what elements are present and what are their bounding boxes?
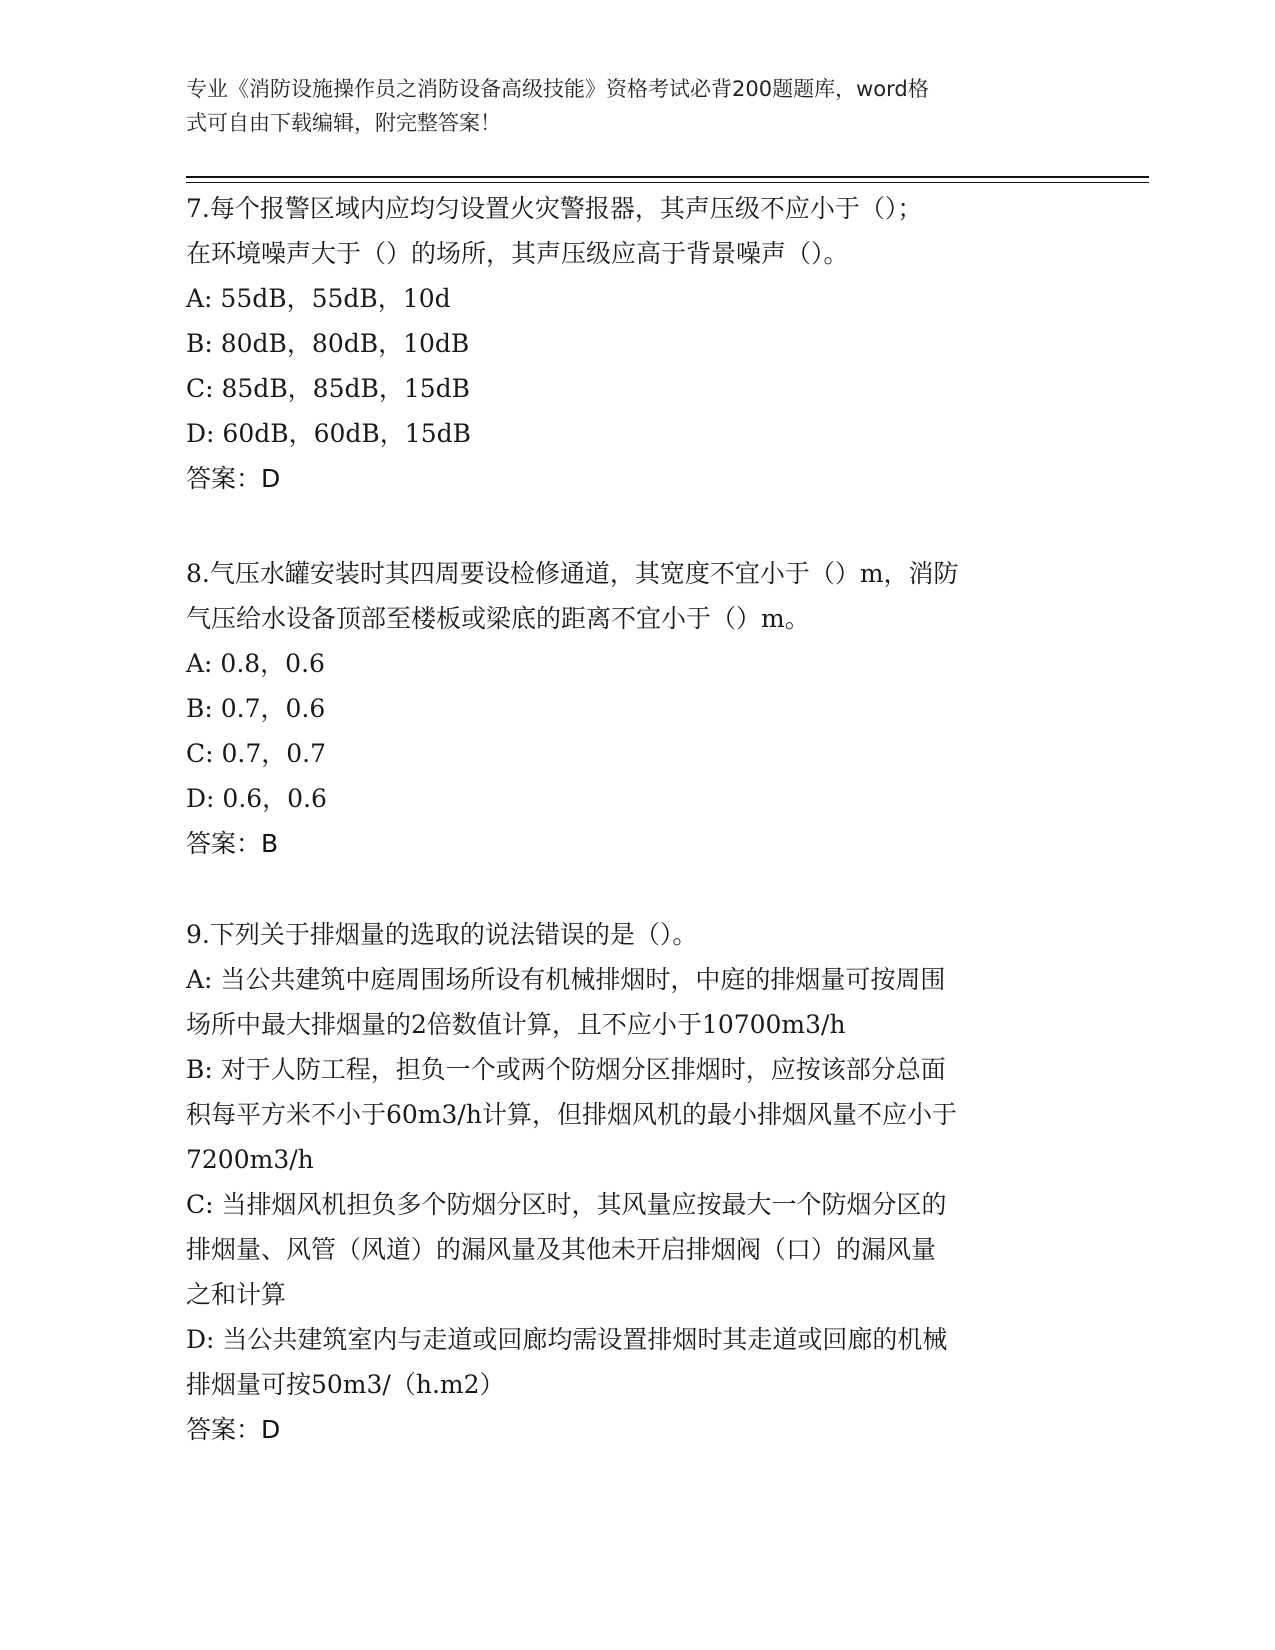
answer: 答案：B — [186, 829, 279, 858]
option-d-line: 排烟量可按50m3/（h.m2） — [186, 1370, 505, 1399]
header-rule-thin — [186, 182, 1149, 183]
option-b: B: 0.7，0.6 — [186, 694, 326, 723]
option-a-line: A: 当公共建筑中庭周围场所设有机械排烟时，中庭的排烟量可按周围 — [186, 965, 946, 994]
question-9 — [186, 912, 1066, 1452]
header-line-2: 式可自由下载编辑，附完整答案！ — [186, 111, 501, 135]
option-c: C: 0.7，0.7 — [186, 739, 327, 768]
header-line-1: 专业《消防设施操作员之消防设备高级技能》资格考试必背200题题库，word格 — [186, 77, 929, 101]
answer: 答案：D — [186, 1415, 281, 1444]
header-rule-thick — [186, 176, 1149, 178]
question-stem-line: 气压给水设备顶部至楼板或梁底的距离不宜小于（）m。 — [186, 604, 810, 633]
option-b-line: 积每平方米不小于60m3/h计算，但排烟风机的最小排烟风量不应小于 — [186, 1100, 957, 1129]
question-stem-line: 在环境噪声大于（）的场所，其声压级应高于背景噪声（）。 — [186, 239, 849, 268]
option-c-line: C: 当排烟风机担负多个防烟分区时，其风量应按最大一个防烟分区的 — [186, 1190, 947, 1219]
option-d: D: 60dB，60dB，15dB — [186, 419, 471, 448]
option-c-line: 排烟量、风管（风道）的漏风量及其他未开启排烟阀（口）的漏风量 — [186, 1235, 937, 1264]
option-a: A: 0.8，0.6 — [186, 649, 325, 678]
option-b-line: 7200m3/h — [186, 1145, 314, 1174]
option-a: A: 55dB，55dB，10d — [186, 284, 451, 313]
option-c: C: 85dB，85dB，15dB — [186, 374, 471, 403]
answer: 答案：D — [186, 464, 281, 493]
question-7 — [186, 186, 1066, 501]
option-a-line: 场所中最大排烟量的2倍数值计算，且不应小于10700m3/h — [186, 1010, 846, 1039]
question-8 — [186, 551, 1066, 866]
option-d: D: 0.6，0.6 — [186, 784, 327, 813]
question-stem-line: 8.气压水罐安装时其四周要设检修通道，其宽度不宜小于（）m，消防 — [186, 559, 959, 588]
option-d-line: D: 当公共建筑室内与走道或回廊均需设置排烟时其走道或回廊的机械 — [186, 1325, 948, 1354]
question-stem-line: 9.下列关于排烟量的选取的说法错误的是（）。 — [186, 920, 698, 949]
option-b: B: 80dB，80dB，10dB — [186, 329, 470, 358]
option-b-line: B: 对于人防工程，担负一个或两个防烟分区排烟时，应按该部分总面 — [186, 1055, 946, 1084]
document-header — [186, 72, 1066, 140]
question-stem-line: 7.每个报警区域内应均匀设置火灾警报器，其声压级不应小于（）； — [186, 194, 923, 223]
option-c-line: 之和计算 — [186, 1280, 287, 1309]
